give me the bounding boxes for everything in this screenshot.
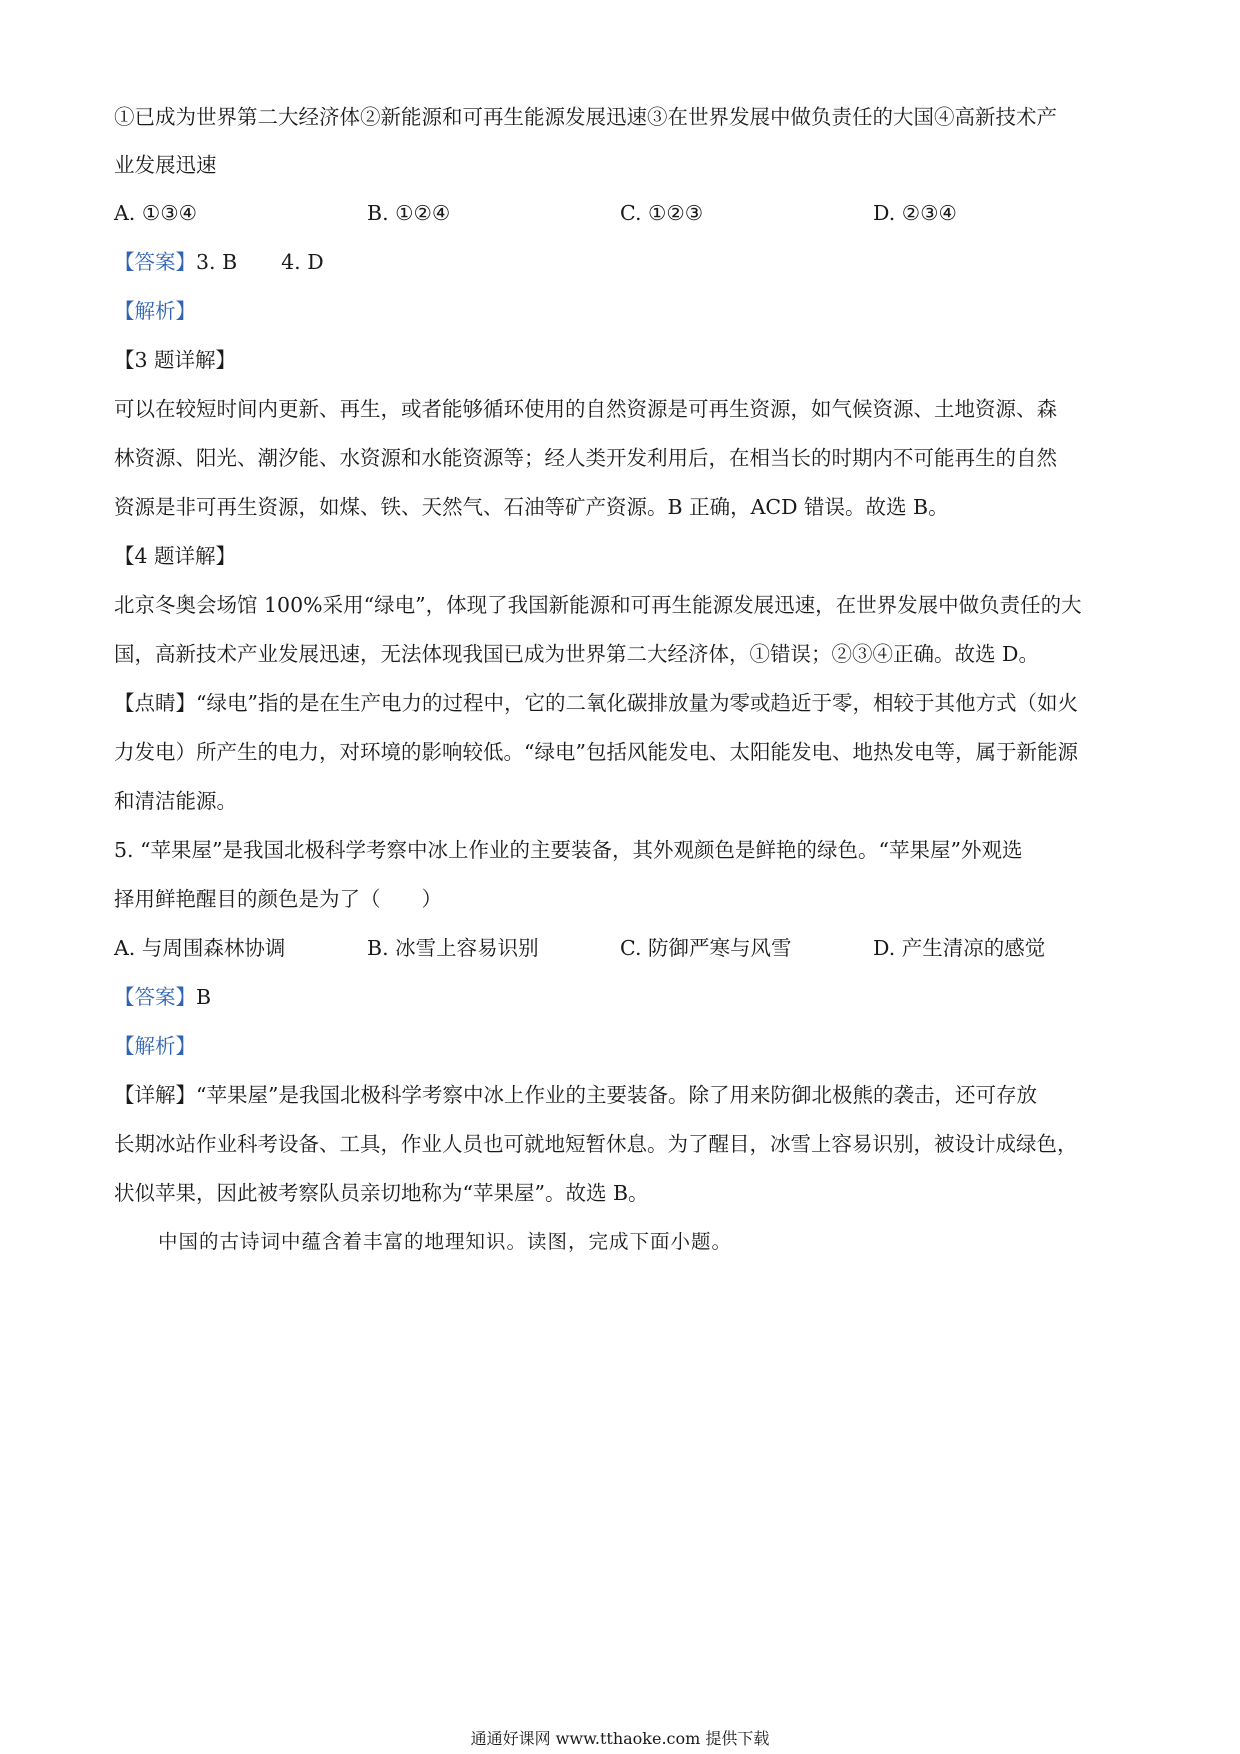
- option-a: A. ①③④: [114, 201, 197, 225]
- option-b: B. 冰雪上容易识别: [367, 936, 539, 960]
- answer-line: [114, 247, 1134, 277]
- option-b: B. ①②④: [367, 201, 451, 225]
- question-stem-line: 业发展迅速: [114, 153, 217, 177]
- paragraph-line: 可以在较短时间内更新、再生，或者能够循环使用的自然资源是可再生资源，如气候资源、土地资源、森: [114, 397, 1057, 421]
- analysis-tag: 【解析】: [114, 1034, 196, 1058]
- q4-detail-heading: 【4 题详解】: [114, 544, 237, 568]
- answer-value: 3. B: [196, 250, 238, 274]
- option-d: D. ②③④: [873, 201, 957, 225]
- paragraph-line: 力发电）所产生的电力，对环境的影响较低。“绿电”包括风能发电、太阳能发电、地热发电等，属于新能源: [114, 740, 1078, 764]
- paragraph-line: 林资源、阳光、潮汐能、水资源和水能资源等；经人类开发利用后，在相当长的时期内不可能再生的自然: [114, 446, 1057, 470]
- q5-stem-line: 择用鲜艳醒目的颜色是为了（ ）: [114, 887, 442, 911]
- option-a: A. 与周围森林协调: [114, 936, 286, 960]
- paragraph-line: 北京冬奥会场馆 100%采用“绿电”，体现了我国新能源和可再生能源发展迅速，在世界发展中做负责任的大: [114, 593, 1082, 617]
- q3-detail-heading: 【3 题详解】: [114, 348, 237, 372]
- paragraph-line: 【点睛】“绿电”指的是在生产电力的过程中，它的二氧化碳排放量为零或趋近于零，相较于其他方式（如火: [114, 691, 1078, 715]
- paragraph-line: 和清洁能源。: [114, 789, 237, 813]
- next-question-intro: 中国的古诗词中蕴含着丰富的地理知识。读图，完成下面小题。: [158, 1230, 733, 1253]
- answer-value: B: [196, 985, 212, 1009]
- option-c: C. 防御严寒与风雪: [620, 936, 792, 960]
- answer-line: [114, 982, 1134, 1012]
- paragraph-line: 状似苹果，因此被考察队员亲切地称为“苹果屋”。故选 B。: [114, 1181, 649, 1205]
- option-c: C. ①②③: [620, 201, 704, 225]
- answer-value: 4. D: [281, 250, 324, 274]
- paragraph-line: 国，高新技术产业发展迅速，无法体现我国已成为世界第二大经济体，①错误；②③④正确。故选 D。: [114, 642, 1039, 666]
- question-stem-line: ①已成为世界第二大经济体②新能源和可再生能源发展迅速③在世界发展中做负责任的大国④高新技术产: [114, 105, 1057, 129]
- paragraph-line: 【详解】“苹果屋”是我国北极科学考察中冰上作业的主要装备。除了用来防御北极熊的袭击，还可存放: [114, 1083, 1037, 1107]
- answer-tag: 【答案】: [114, 985, 196, 1009]
- paragraph-line: 资源是非可再生资源，如煤、铁、天然气、石油等矿产资源。B 正确，ACD 错误。故选 B。: [114, 495, 949, 519]
- footer-watermark: 通通好课网 www.tthaoke.com 提供下载: [470, 1729, 770, 1748]
- option-d: D. 产生清凉的感觉: [873, 936, 1046, 960]
- q5-stem-line: 5. “苹果屋”是我国北极科学考察中冰上作业的主要装备，其外观颜色是鲜艳的绿色。“苹果屋”外观选: [114, 838, 1023, 862]
- paragraph-line: 长期冰站作业科考设备、工具，作业人员也可就地短暂休息。为了醒目，冰雪上容易识别，被设计成绿色，: [114, 1132, 1078, 1156]
- answer-tag: 【答案】: [114, 250, 196, 274]
- analysis-tag: 【解析】: [114, 299, 196, 323]
